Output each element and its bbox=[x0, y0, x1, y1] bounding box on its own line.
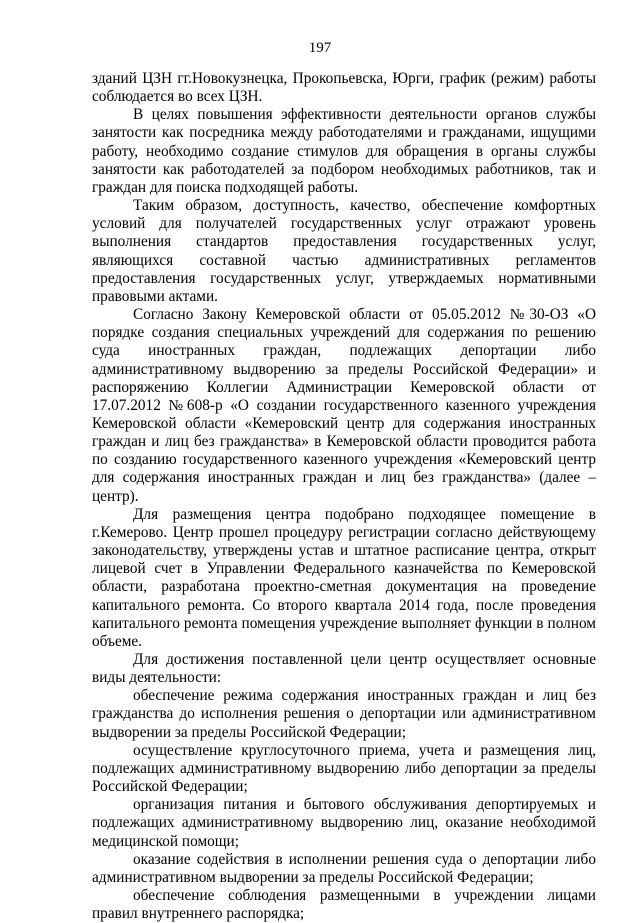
list-item-internal-rules: обеспечение соблюдения размещенными в учреждении лицами правил внутреннего распорядка; bbox=[92, 887, 596, 923]
paragraph-activities-intro: Для достижения поставленной цели центр осуществляет основные виды деятельности: bbox=[92, 651, 596, 687]
paragraph-service-quality: Таким образом, доступность, качество, обеспечение комфортных условий для получателей государственных услуг отражают уровень выполнения стандартов предоставления государственных услуг, являющихся составной частью административных регламентов предоставления государственных услуг, утверждаемых нормативными правовыми актами. bbox=[92, 197, 596, 305]
list-item-detention-regime: обеспечение режима содержания иностранных граждан и лиц без гражданства до исполнения решения о депортации или административном выдворении за пределы Российской Федерации; bbox=[92, 687, 596, 741]
page-body bbox=[92, 70, 596, 923]
paragraph-employment-service: В целях повышения эффективности деятельности органов службы занятости как посредника между работодателями и гражданами, ищущими работу, необходимо создание стимулов для обращения в органы службы занятости как работодателей за подбором необходимых работников, так и граждан для поиска подходящей работы. bbox=[92, 106, 596, 196]
page-number: 197 bbox=[308, 40, 332, 56]
list-item-reception: осуществление круглосуточного приема, учета и размещения лиц, подлежащих административному выдворению либо депортации за пределы Российской Федерации; bbox=[92, 741, 596, 796]
paragraph-center-premises: Для размещения центра подобрано подходящее помещение в г.Кемерово. Центр прошел процедуру регистрации согласно действующему законодательству, утверждены устав и штатное расписание центра, открыт лицевой счет в Управлении Федерального казначейства по Кемеровской области, разработана проектно-сметная документация на проведение капитального ремонта. Со второго квартала 2014 года, после проведения капитального ремонта помещения учреждение выполняет функции в полном объеме. bbox=[92, 505, 596, 650]
paragraph-kemerovo-law: Согласно Закону Кемеровской области от 05.05.2012 №30-ОЗ «О порядке создания специальных учреждений для содержания по решению суда иностранных граждан, подлежащих депортации либо административному выдворению за пределы Российской Федерации» и распоряжению Коллегии Администрации Кемеровской области от 17.07.2012 №608-р «О создании государственного казенного учреждения Кемеровской области «Кемеровский центр для содержания иностранных граждан и лиц без гражданства» в Кемеровской области проводится работа по созданию государственного казенного учреждения «Кемеровский центр для содержания иностранных граждан и лиц без гражданства» (далее – центр). bbox=[92, 306, 596, 505]
list-item-court-assistance: оказание содействия в исполнении решения суда о депортации либо административном выдворении за пределы Российской Федерации; bbox=[92, 850, 596, 886]
paragraph-continuation: зданий ЦЗН гг.Новокузнецка, Прокопьевска, Юрги, график (режим) работы соблюдается во всех ЦЗН. bbox=[92, 70, 596, 106]
list-item-catering-medical: организация питания и бытового обслуживания депортируемых и подлежащих административному выдворению лиц, оказание необходимой медицинской помощи; bbox=[92, 796, 596, 850]
